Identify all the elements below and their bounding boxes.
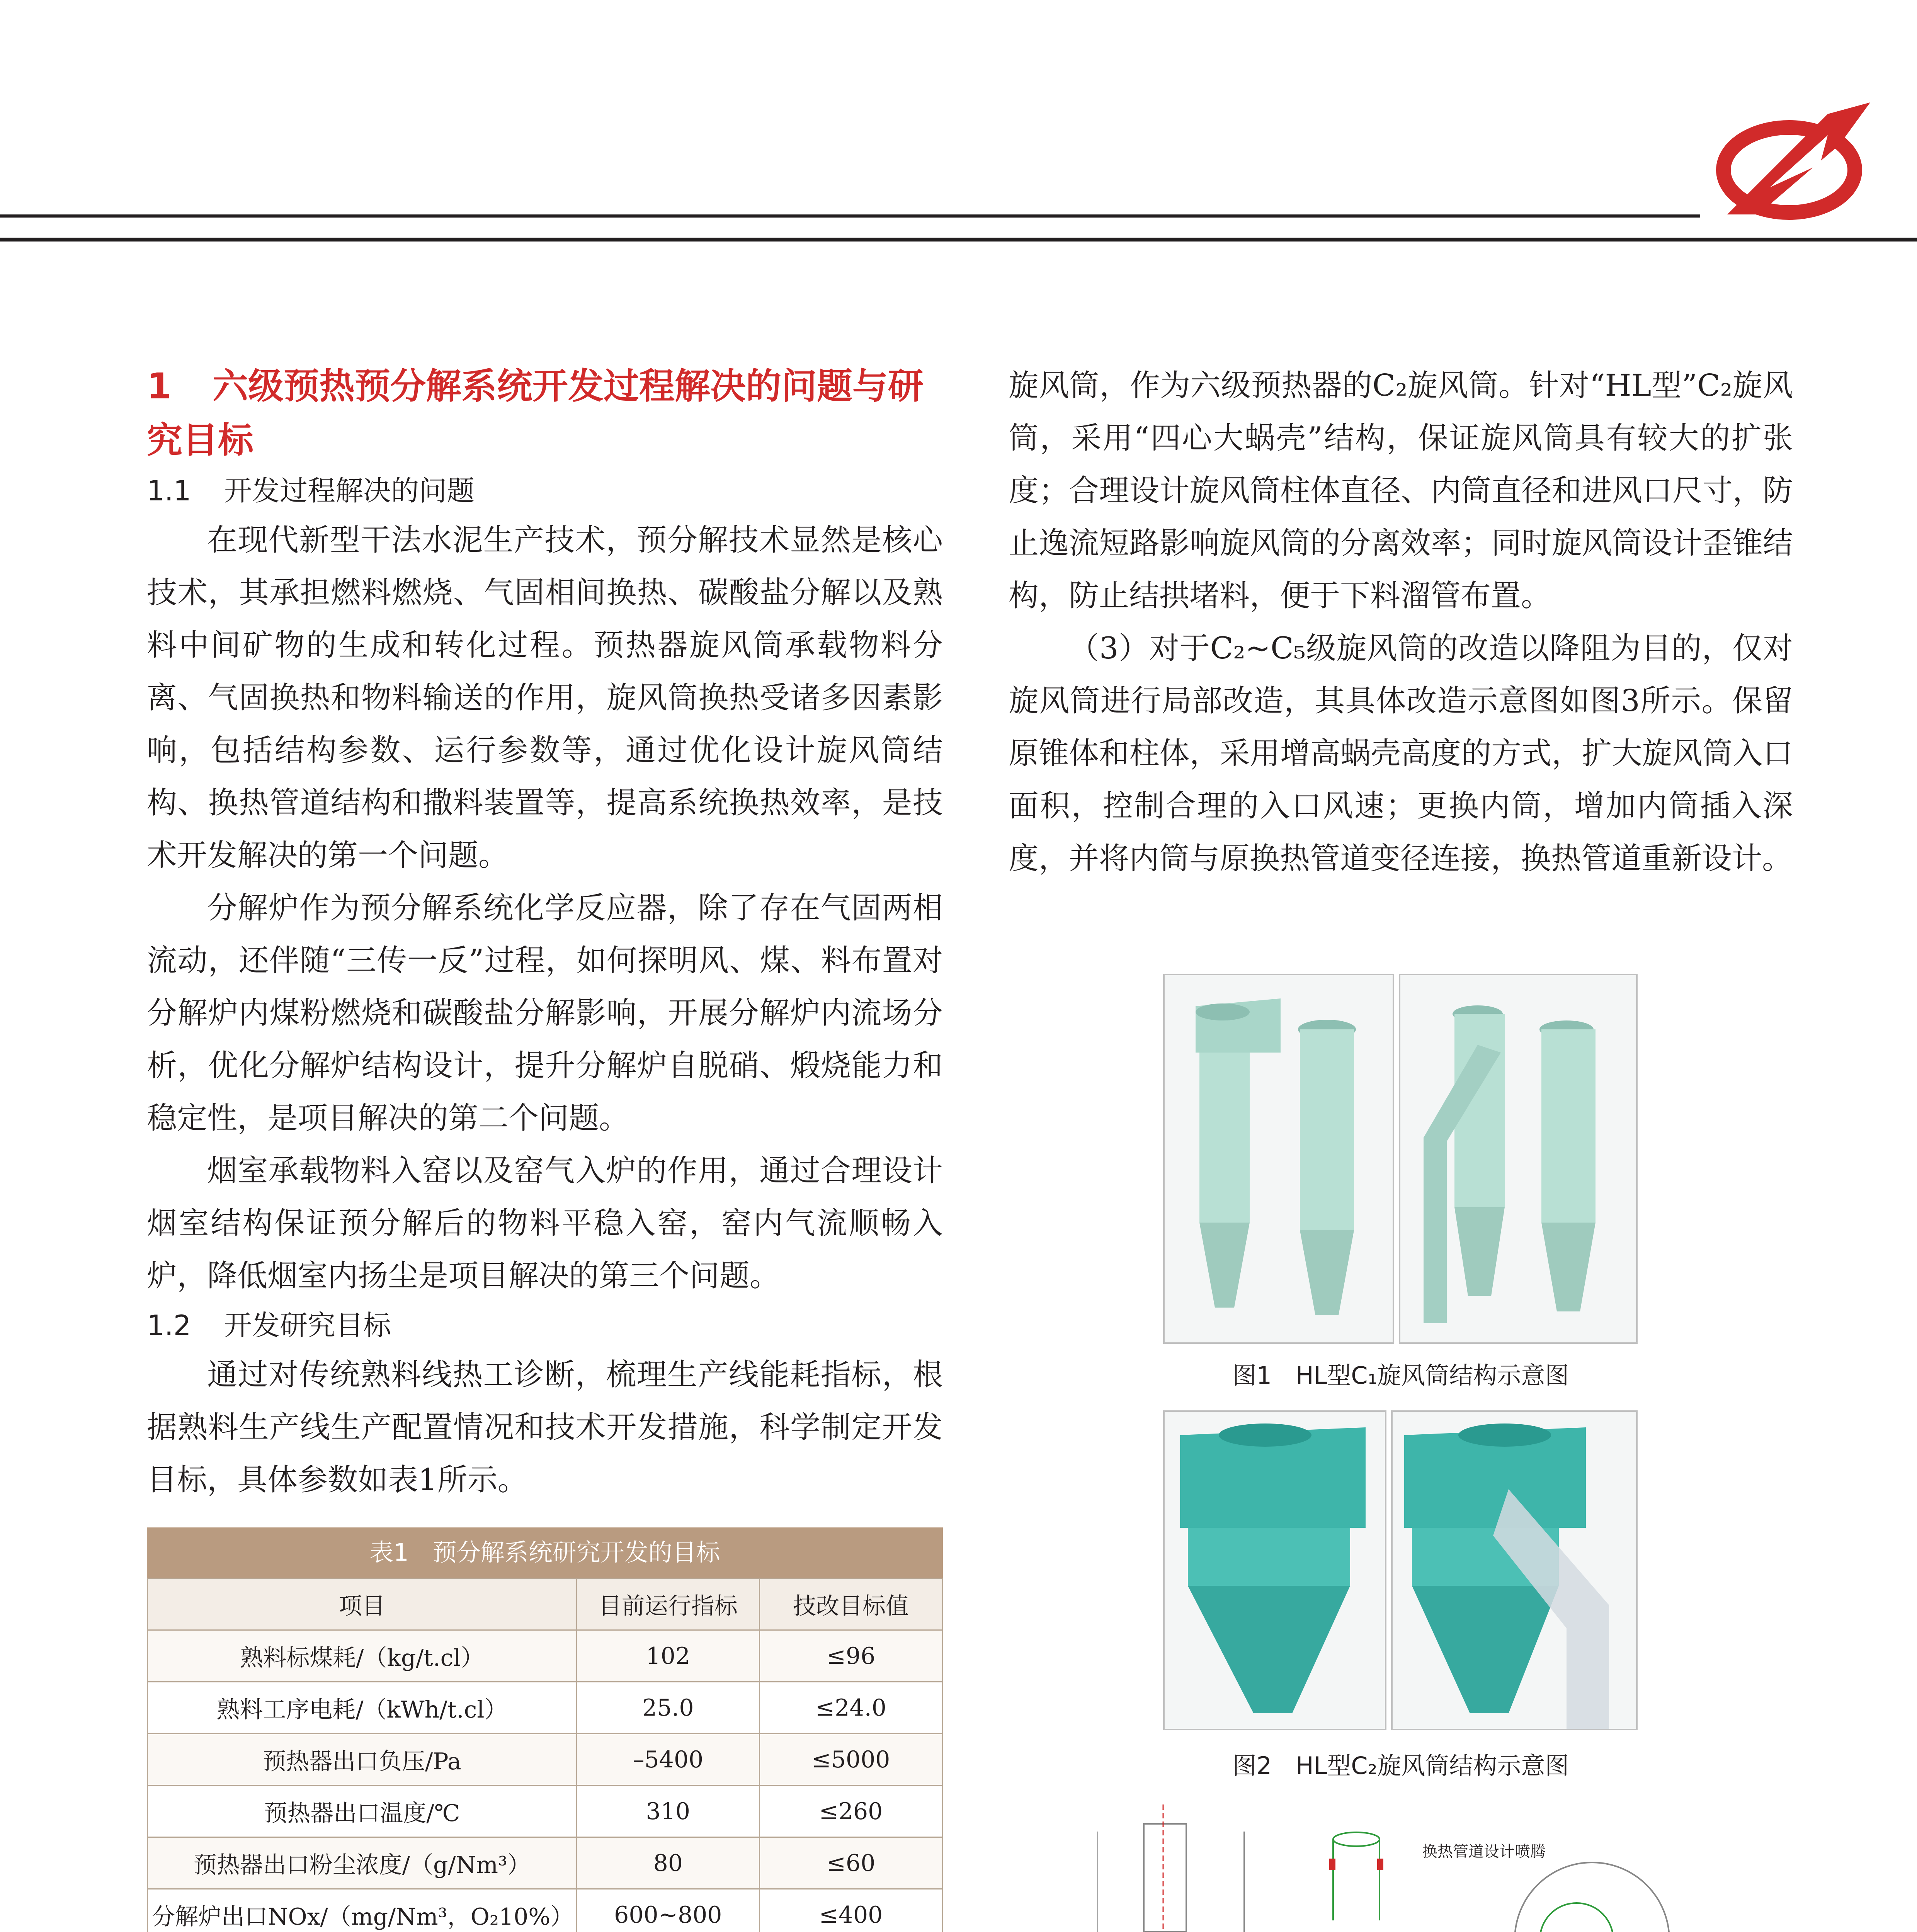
left-column [147,359,943,1932]
table-cell: ≤60 [759,1837,942,1889]
figure-2-left [1163,1410,1386,1730]
fig3-label-design: 换热管道设计喷腾 [1422,1843,1546,1861]
table-cell: ≤5000 [759,1734,942,1786]
paragraph: 分解炉作为预分解系统化学反应器，除了存在气固两相流动，还伴随“三传一反”过程，如何探明风、煤、料布置对分解炉内煤粉燃烧和碳酸盐分解影响，开展分解炉内流场分析，优化分解炉结构设计，提升分解炉自脱硝、煅烧能力和稳定性，是项目解决的第二个问题。 [147,891,943,1136]
table-header: 项目 [148,1578,577,1630]
table-row [148,1837,942,1889]
paragraph: 通过对传统熟料线热工诊断，梳理生产线能耗指标，根据熟料生产线生产配置情况和技术开发措施，科学制定开发目标，具体参数如表1所示。 [147,1357,943,1497]
table-cell: 分解炉出口NOx/（mg/Nm³，O₂10%） [148,1889,577,1932]
table-cell: ≤400 [759,1889,942,1932]
table-cell: 600~800 [577,1889,759,1932]
table-row [148,1889,942,1932]
table-cell: 310 [577,1786,759,1837]
table-cell: –5400 [577,1734,759,1786]
cyclone-model-image [1165,975,1393,1342]
table-cell: 预热器出口温度/℃ [148,1786,577,1837]
table-cell: 102 [577,1630,759,1682]
section-1-heading: 1 六级预热预分解系统开发过程解决的问题与研究目标 [147,366,924,461]
figure-2-right [1391,1410,1638,1730]
table-cell: 熟料标煤耗/（kg/t.cl） [148,1630,577,1682]
section-1-1-heading: 1.1 开发过程解决的问题 [147,474,475,507]
table-cell: 预热器出口粉尘浓度/（g/Nm³） [148,1837,577,1889]
data-table [147,1578,943,1932]
figure-2-caption: 图2 HL型C₂旋风筒结构示意图 [1232,1752,1569,1780]
paragraph: 烟室承载物料入窑以及窑气入炉的作用，通过合理设计烟室结构保证预分解后的物料平稳入窑，窑内气流顺畅入炉，降低烟室内扬尘是项目解决的第三个问题。 [147,1153,943,1293]
section-1-2-heading: 1.2 开发研究目标 [147,1309,391,1342]
cyclone-model-image [1400,975,1636,1342]
table-1 [147,1527,943,1932]
table-cell: 25.0 [577,1682,759,1734]
cyclone-model-image [1393,1412,1636,1729]
table-cell: ≤260 [759,1786,942,1837]
table-cell: ≤24.0 [759,1682,942,1734]
figure-1-left [1163,974,1394,1344]
table-row [148,1682,942,1734]
header-rule-top [0,214,1700,218]
table-cell: 熟料工序电耗/（kWh/t.cl） [148,1682,577,1734]
table-row [148,1630,942,1682]
table-cell: 80 [577,1837,759,1889]
table-cell: 预热器出口负压/Pa [148,1734,577,1786]
paragraph: （3）对于C₂~C₅级旋风筒的改造以降阻为目的，仅对旋风筒进行局部改造，其具体改造示意图如图3所示。保留原锥体和柱体，采用增高蜗壳高度的方式，扩大旋风筒入口面积，控制合理的入口风速；更换内筒，增加内筒插入深度，并将内筒与原换热管道变径连接，换热管道重新设计。 [1009,631,1793,876]
table-cell: ≤96 [759,1630,942,1682]
figure-1-caption: 图1 HL型C₁旋风筒结构示意图 [1232,1361,1569,1389]
cyclone-model-image [1165,1412,1385,1729]
table-row [148,1734,942,1786]
paragraph: 旋风筒，作为六级预热器的C₂旋风筒。针对“HL型”C₂旋风筒，采用“四心大蜗壳”结构，保证旋风筒具有较大的扩张度；合理设计旋风筒柱体直径、内筒直径和进风口尺寸，防止逸流短路影响旋风筒的分离效率；同时旋风筒设计歪锥结构，防止结拱堵料，便于下料溜管布置。 [1009,368,1793,613]
header-rule-bottom [0,238,1917,242]
table-header-row [148,1578,942,1630]
right-column-top [1009,359,1793,885]
red-swoosh-logo [1712,99,1874,226]
figure-1-right [1399,974,1638,1344]
table-header: 技改目标值 [759,1578,942,1630]
table-title: 表1 预分解系统研究开发的目标 [147,1527,943,1578]
table-header: 目前运行指标 [577,1578,759,1630]
figure-3-diagram [1097,1793,1700,1932]
table-row [148,1786,942,1837]
paragraph: 在现代新型干法水泥生产技术，预分解技术显然是核心技术，其承担燃料燃烧、气固相间换热、碳酸盐分解以及熟料中间矿物的生成和转化过程。预热器旋风筒承载物料分离、气固换热和物料输送的作用，旋风筒换热受诸多因素影响，包括结构参数、运行参数等，通过优化设计旋风筒结构、换热管道结构和撒料装置等，提高系统换热效率，是技术开发解决的第一个问题。 [147,523,943,873]
